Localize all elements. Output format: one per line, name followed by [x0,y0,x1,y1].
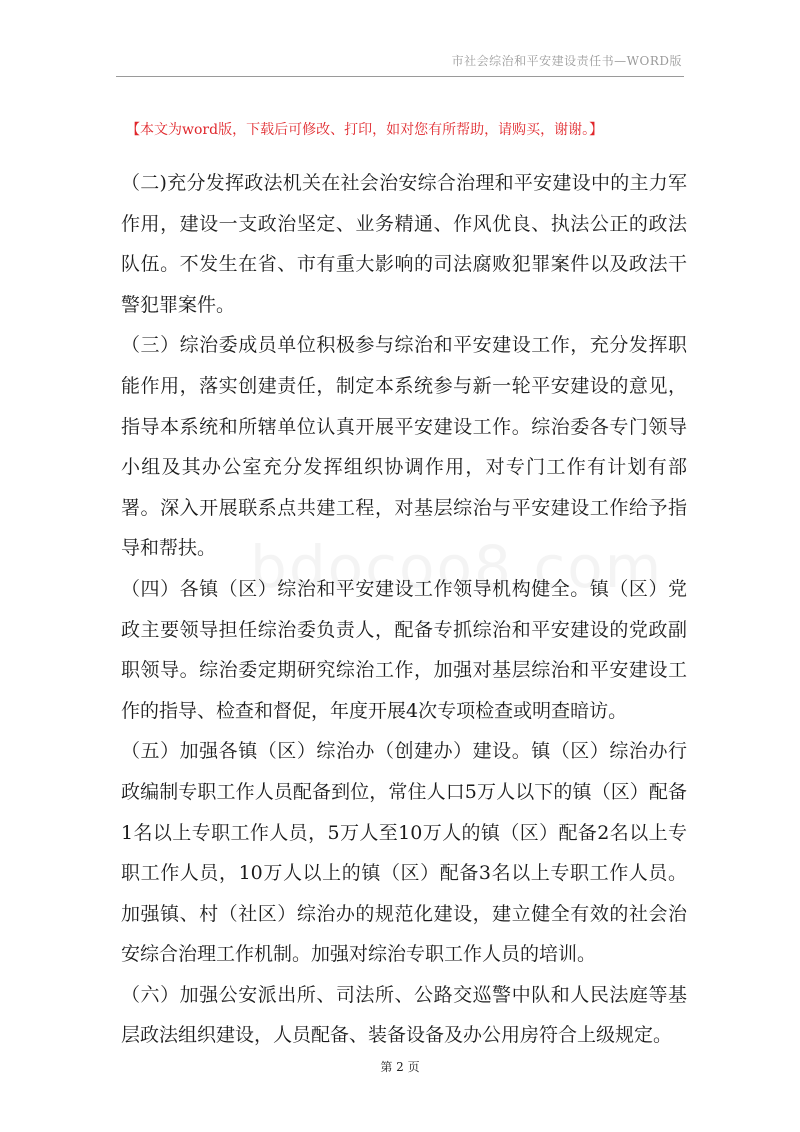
page-number: 第 2 页 [380,1060,420,1074]
paragraph-5: （五）加强各镇（区）综治办（创建办）建设。镇（区）综治办行政编制专职工作人员配备到位，常住人口5万人以下的镇（区）配备1名以上专职工作人员，5万人至10万人的镇（区）配备2名以上专职工作人员，10万人以上的镇（区）配备3名以上专职工作人员。加强镇、村（社区）综治办的规范化建设，建立健全有效的社会治安综合治理工作机制。加强对综治专职工作人员的培训。 [121,740,687,966]
paragraph-2: （二)充分发挥政法机关在社会治安综合治理和平安建设中的主力军作用，建设一支政治坚定、业务精通、作风优良、执法公正的政法队伍。不发生在省、市有重大影响的司法腐败犯罪案件以及政法干警犯罪案件。 [121,172,687,316]
document-body [121,163,687,1056]
page-header-title: 市社会综治和平安建设责任书—WORD版 [451,54,682,68]
header-divider [116,76,684,77]
download-notice: 【本文为word版，下载后可修改、打印，如对您有所帮助，请购买，谢谢。】 [126,122,604,138]
paragraph-4: （四）各镇（区）综治和平安建设工作领导机构健全。镇（区）党政主要领导担任综治委负责人，配备专抓综治和平安建设的党政副职领导。综治委定期研究综治工作，加强对基层综治和平安建设工作的指导、检查和督促，年度开展4次专项检查或明查暗访。 [121,577,687,722]
paragraph-3: （三）综治委成员单位积极参与综治和平安建设工作，充分发挥职能作用，落实创建责任，制定本系统参与新一轮平安建设的意见，指导本系统和所辖单位认真开展平安建设工作。综治委各专门领导小组及其办公室充分发挥组织协调作用，对专门工作有计划有部署。深入开展联系点共建工程，对基层综治与平安建设工作给予指导和帮扶。 [121,334,687,560]
paragraph-6: （六）加强公安派出所、司法所、公路交巡警中队和人民法庭等基层政法组织建设，人员配备、装备设备及办公用房符合上级规定。 [121,983,687,1047]
